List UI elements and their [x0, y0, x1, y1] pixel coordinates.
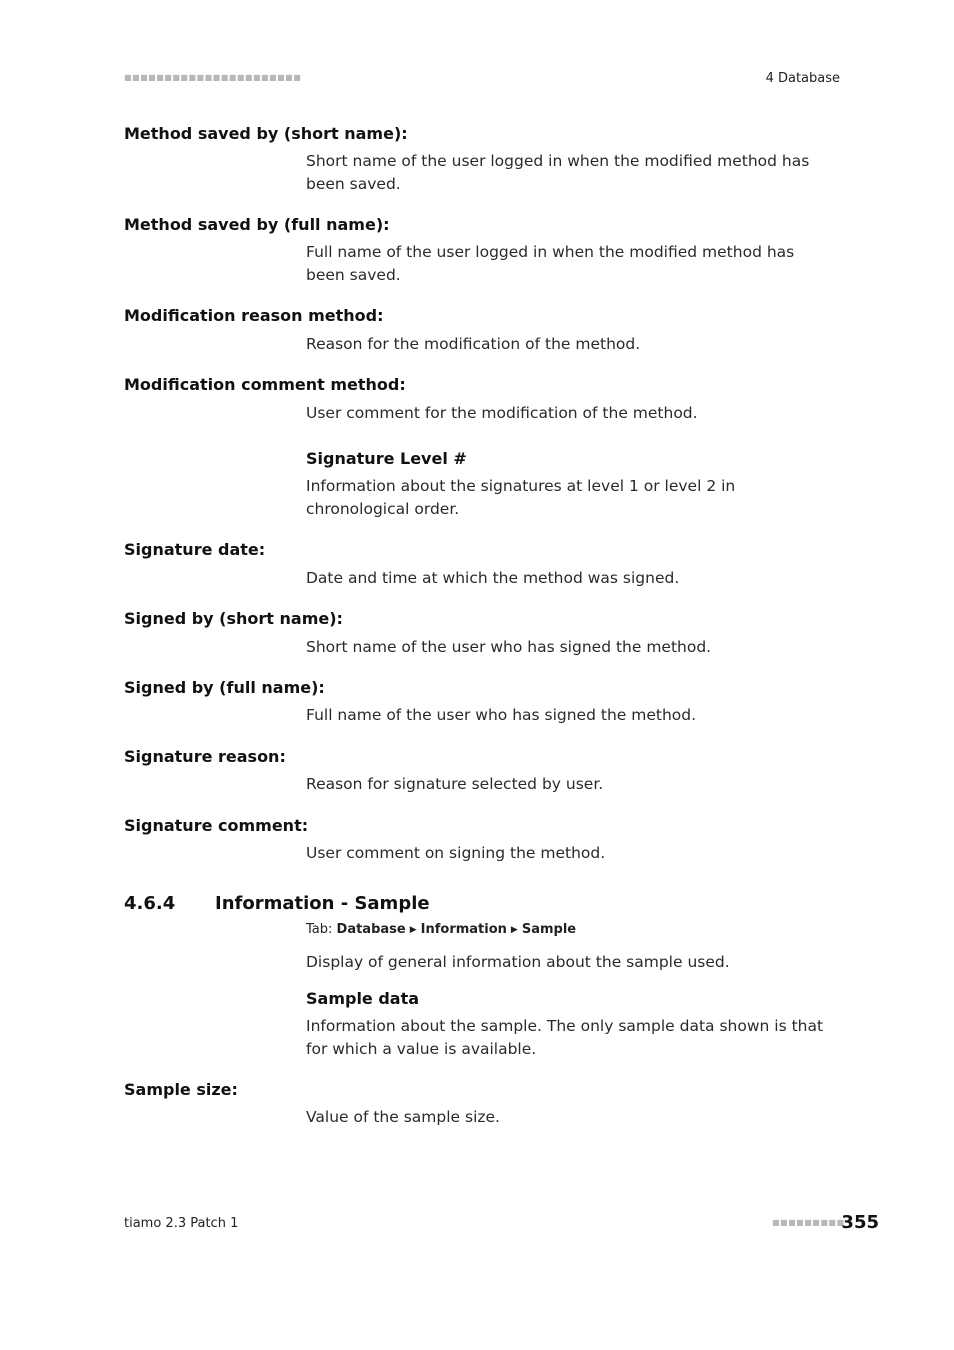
section-number: 4.6.4 — [124, 893, 176, 914]
tab-breadcrumb — [306, 922, 576, 937]
section-title: Information - Sample — [215, 893, 430, 914]
desc-signed-by-full: Full name of the user who has signed the method. — [306, 706, 697, 724]
breadcrumb-arrow-icon: ▶ — [510, 925, 518, 935]
term-signature-comment: Signature comment: — [124, 816, 309, 835]
desc-signed-by-short: Short name of the user who has signed the method. — [306, 638, 712, 656]
desc-method-saved-full: Full name of the user logged in when the modified method has been saved. — [306, 243, 795, 284]
term-modification-comment: Modification comment method: — [124, 375, 406, 394]
signature-level-heading: Signature Level # — [306, 449, 467, 468]
chapter-title: 4 Database — [765, 71, 840, 86]
tab-prefix: Tab: — [306, 922, 333, 937]
desc-method-saved-short: Short name of the user logged in when the modified method has been saved. — [306, 152, 810, 193]
sample-data-intro: Information about the sample. The only sample data shown is that for which a value is available. — [306, 1017, 824, 1058]
page-number: 355 — [841, 1212, 879, 1233]
desc-signature-date: Date and time at which the method was signed. — [306, 569, 680, 587]
header-marks: ■■■■■■■■■■■■■■■■■■■■■■ — [124, 73, 302, 82]
desc-signature-comment: User comment on signing the method. — [306, 844, 606, 862]
tab-path-information: Information — [420, 922, 507, 937]
desc-modification-comment: User comment for the modification of the method. — [306, 404, 698, 422]
term-method-saved-short: Method saved by (short name): — [124, 124, 408, 143]
term-method-saved-full: Method saved by (full name): — [124, 215, 390, 234]
tab-path-database: Database — [336, 922, 406, 937]
footer-marks: ■■■■■■■■■ — [772, 1218, 845, 1227]
term-signature-date: Signature date: — [124, 540, 266, 559]
footer-product: tiamo 2.3 Patch 1 — [124, 1216, 239, 1231]
tab-path-sample: Sample — [521, 922, 577, 937]
sample-data-heading: Sample data — [306, 989, 420, 1008]
term-signed-by-full: Signed by (full name): — [124, 678, 325, 697]
signature-level-intro: Information about the signatures at level 1 or level 2 in chronological order. — [306, 477, 736, 518]
desc-modification-reason: Reason for the modification of the method. — [306, 335, 641, 353]
term-modification-reason: Modification reason method: — [124, 306, 384, 325]
term-signed-by-short: Signed by (short name): — [124, 609, 343, 628]
term-sample-size: Sample size: — [124, 1080, 238, 1099]
desc-signature-reason: Reason for signature selected by user. — [306, 775, 604, 793]
desc-sample-size: Value of the sample size. — [306, 1108, 500, 1126]
term-signature-reason: Signature reason: — [124, 747, 286, 766]
section-description: Display of general information about the sample used. — [306, 953, 730, 971]
breadcrumb-arrow-icon: ▶ — [409, 925, 417, 935]
